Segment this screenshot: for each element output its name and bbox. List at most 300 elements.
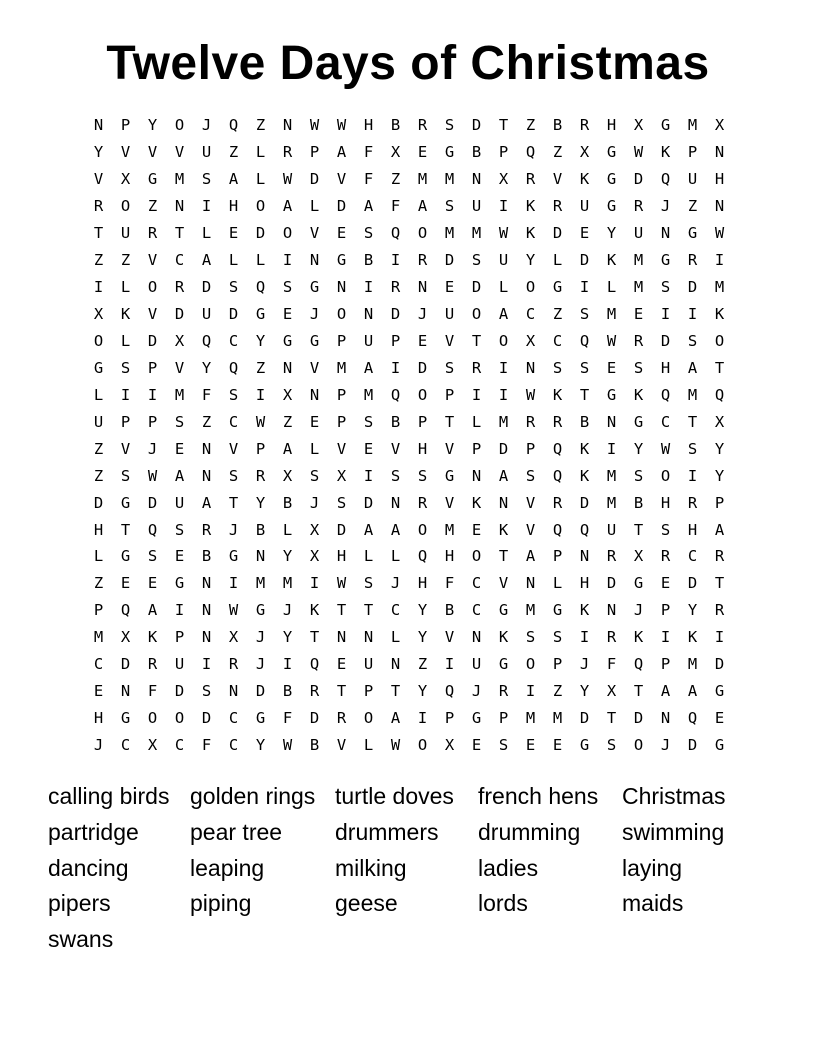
grid-cell: K	[660, 143, 671, 162]
grid-cell: G	[120, 709, 131, 728]
grid-cell: D	[201, 709, 212, 728]
grid-cell: N	[363, 305, 374, 324]
grid-cell: V	[147, 143, 158, 162]
grid-cell: V	[552, 170, 563, 189]
grid-cell: S	[120, 466, 131, 485]
grid-cell: Q	[255, 278, 266, 297]
grid-cell: O	[336, 305, 347, 324]
grid-cell: D	[390, 305, 401, 324]
grid-cell: V	[336, 736, 347, 755]
grid-cell: N	[579, 547, 590, 566]
grid-cell: N	[525, 358, 536, 377]
grid-cell: E	[579, 224, 590, 243]
grid-cell: R	[525, 170, 536, 189]
grid-cell: E	[282, 305, 293, 324]
word-list-item: swimming	[622, 818, 725, 845]
grid-cell: R	[552, 197, 563, 216]
grid-row	[85, 166, 733, 193]
grid-cell: D	[579, 709, 590, 728]
grid-cell: S	[147, 547, 158, 566]
grid-cell: C	[471, 574, 482, 593]
grid-cell: D	[309, 170, 320, 189]
grid-cell: W	[282, 736, 293, 755]
grid-cell: M	[336, 358, 347, 377]
grid-cell: M	[444, 224, 455, 243]
grid-cell: C	[228, 736, 239, 755]
grid-cell: X	[525, 331, 536, 350]
grid-cell: A	[498, 305, 509, 324]
grid-cell: E	[444, 278, 455, 297]
grid-cell: M	[525, 709, 536, 728]
grid-cell: F	[606, 655, 617, 674]
grid-cell: X	[714, 412, 725, 431]
grid-cell: D	[174, 305, 185, 324]
grid-cell: N	[390, 493, 401, 512]
grid-cell: D	[93, 493, 104, 512]
grid-cell: I	[93, 278, 104, 297]
grid-cell: O	[633, 736, 644, 755]
grid-cell: H	[606, 116, 617, 135]
grid-cell: M	[444, 170, 455, 189]
grid-cell: E	[417, 143, 428, 162]
grid-cell: E	[309, 412, 320, 431]
grid-cell: S	[417, 466, 428, 485]
grid-cell: I	[525, 682, 536, 701]
grid-cell: L	[606, 278, 617, 297]
grid-cell: Q	[579, 331, 590, 350]
grid-cell: F	[282, 709, 293, 728]
grid-cell: E	[228, 224, 239, 243]
grid-cell: M	[687, 116, 698, 135]
grid-cell: O	[417, 736, 428, 755]
grid-cell: Q	[552, 439, 563, 458]
grid-cell: D	[147, 493, 158, 512]
grid-cell: D	[687, 574, 698, 593]
grid-row	[85, 651, 733, 678]
grid-cell: S	[282, 278, 293, 297]
grid-cell: D	[174, 682, 185, 701]
grid-cell: K	[633, 385, 644, 404]
grid-cell: R	[498, 682, 509, 701]
grid-cell: S	[444, 358, 455, 377]
grid-cell: X	[174, 331, 185, 350]
grid-cell: G	[552, 601, 563, 620]
grid-cell: O	[417, 385, 428, 404]
grid-cell: Y	[282, 547, 293, 566]
grid-cell: M	[363, 385, 374, 404]
grid-cell: S	[633, 358, 644, 377]
grid-cell: Y	[606, 224, 617, 243]
grid-cell: N	[228, 682, 239, 701]
grid-cell: P	[687, 143, 698, 162]
grid-cell: V	[525, 520, 536, 539]
grid-cell: V	[444, 331, 455, 350]
grid-cell: A	[201, 493, 212, 512]
grid-cell: Q	[660, 385, 671, 404]
grid-cell: X	[390, 143, 401, 162]
grid-cell: T	[714, 574, 725, 593]
grid-cell: S	[363, 224, 374, 243]
grid-cell: I	[498, 197, 509, 216]
grid-row	[85, 678, 733, 705]
word-search-grid	[85, 112, 733, 759]
grid-cell: L	[93, 385, 104, 404]
grid-cell: W	[336, 574, 347, 593]
grid-cell: D	[309, 709, 320, 728]
grid-cell: B	[471, 143, 482, 162]
grid-cell: S	[498, 736, 509, 755]
grid-cell: D	[579, 493, 590, 512]
grid-cell: W	[660, 439, 671, 458]
grid-cell: I	[255, 385, 266, 404]
grid-cell: O	[525, 278, 536, 297]
grid-cell: Q	[525, 143, 536, 162]
grid-cell: X	[309, 520, 320, 539]
grid-cell: D	[363, 493, 374, 512]
grid-cell: Z	[282, 412, 293, 431]
grid-cell: G	[255, 305, 266, 324]
grid-cell: S	[444, 116, 455, 135]
word-list-item: drummers	[335, 818, 439, 845]
grid-cell: A	[660, 682, 671, 701]
grid-cell: M	[417, 170, 428, 189]
word-list-item: swans	[48, 926, 114, 953]
grid-cell: D	[633, 170, 644, 189]
word-list-item: geese	[335, 890, 398, 917]
grid-cell: F	[363, 143, 374, 162]
grid-cell: V	[444, 628, 455, 647]
grid-cell: Q	[714, 385, 725, 404]
grid-cell: Q	[660, 170, 671, 189]
grid-cell: N	[606, 601, 617, 620]
grid-cell: U	[201, 143, 212, 162]
grid-cell: K	[309, 601, 320, 620]
grid-cell: H	[687, 520, 698, 539]
grid-row	[85, 462, 733, 489]
grid-cell: R	[228, 655, 239, 674]
grid-cell: V	[444, 493, 455, 512]
grid-cell: D	[579, 251, 590, 270]
grid-cell: Z	[93, 439, 104, 458]
word-list-item: pipers	[48, 890, 111, 917]
grid-cell: I	[714, 251, 725, 270]
grid-cell: M	[93, 628, 104, 647]
grid-cell: G	[309, 331, 320, 350]
grid-cell: P	[93, 601, 104, 620]
grid-cell: N	[363, 628, 374, 647]
grid-cell: W	[390, 736, 401, 755]
word-list-item: pear tree	[190, 818, 283, 845]
grid-cell: I	[606, 439, 617, 458]
grid-cell: F	[390, 197, 401, 216]
grid-cell: D	[633, 709, 644, 728]
grid-cell: O	[282, 224, 293, 243]
grid-cell: V	[93, 170, 104, 189]
grid-cell: O	[174, 709, 185, 728]
grid-row	[85, 328, 733, 355]
grid-cell: S	[579, 305, 590, 324]
grid-cell: L	[120, 331, 131, 350]
grid-cell: W	[309, 116, 320, 135]
grid-cell: W	[606, 331, 617, 350]
grid-cell: A	[363, 197, 374, 216]
grid-cell: L	[552, 251, 563, 270]
grid-cell: G	[660, 116, 671, 135]
grid-cell: I	[498, 358, 509, 377]
grid-cell: Q	[147, 520, 158, 539]
grid-cell: C	[228, 331, 239, 350]
grid-cell: P	[120, 412, 131, 431]
grid-cell: E	[417, 331, 428, 350]
grid-cell: S	[201, 682, 212, 701]
grid-cell: S	[471, 251, 482, 270]
grid-cell: E	[606, 358, 617, 377]
grid-cell: L	[390, 628, 401, 647]
grid-cell: E	[471, 736, 482, 755]
grid-cell: Z	[525, 116, 536, 135]
grid-cell: J	[228, 520, 239, 539]
grid-cell: X	[93, 305, 104, 324]
grid-cell: Q	[201, 331, 212, 350]
grid-cell: O	[93, 331, 104, 350]
grid-cell: I	[390, 251, 401, 270]
grid-cell: N	[660, 224, 671, 243]
grid-cell: S	[228, 278, 239, 297]
grid-cell: N	[309, 251, 320, 270]
grid-cell: I	[120, 385, 131, 404]
grid-cell: D	[498, 439, 509, 458]
grid-cell: Y	[687, 601, 698, 620]
grid-cell: H	[444, 547, 455, 566]
grid-cell: M	[633, 251, 644, 270]
word-list-item: leaping	[190, 854, 265, 881]
grid-cell: F	[363, 170, 374, 189]
grid-cell: G	[471, 709, 482, 728]
grid-cell: C	[228, 709, 239, 728]
grid-cell: T	[714, 358, 725, 377]
grid-cell: C	[228, 412, 239, 431]
grid-cell: S	[228, 466, 239, 485]
grid-cell: Z	[552, 143, 563, 162]
grid-cell: G	[606, 170, 617, 189]
grid-cell: I	[309, 574, 320, 593]
grid-cell: B	[633, 493, 644, 512]
grid-cell: M	[255, 574, 266, 593]
grid-cell: E	[660, 574, 671, 593]
grid-row	[85, 624, 733, 651]
grid-cell: L	[93, 547, 104, 566]
grid-row	[85, 570, 733, 597]
grid-cell: M	[633, 278, 644, 297]
grid-cell: Y	[255, 331, 266, 350]
grid-cell: K	[147, 628, 158, 647]
grid-cell: S	[120, 358, 131, 377]
grid-cell: A	[228, 170, 239, 189]
grid-cell: T	[390, 682, 401, 701]
grid-cell: C	[174, 736, 185, 755]
grid-cell: S	[660, 520, 671, 539]
grid-cell: G	[498, 655, 509, 674]
grid-cell: H	[579, 574, 590, 593]
grid-cell: E	[93, 682, 104, 701]
grid-cell: K	[687, 628, 698, 647]
grid-row	[85, 435, 733, 462]
grid-cell: J	[633, 601, 644, 620]
word-list-item: turtle doves	[335, 783, 454, 809]
grid-cell: K	[498, 628, 509, 647]
grid-cell: V	[498, 574, 509, 593]
grid-cell: B	[579, 412, 590, 431]
grid-cell: C	[93, 655, 104, 674]
grid-cell: P	[444, 709, 455, 728]
grid-cell: A	[282, 439, 293, 458]
word-list-item: calling birds	[48, 783, 170, 809]
grid-cell: A	[201, 251, 212, 270]
grid-cell: P	[336, 331, 347, 350]
grid-cell: S	[363, 412, 374, 431]
grid-row	[85, 381, 733, 408]
grid-cell: G	[444, 143, 455, 162]
grid-cell: M	[687, 385, 698, 404]
grid-cell: T	[633, 520, 644, 539]
grid-cell: N	[282, 358, 293, 377]
grid-cell: X	[444, 736, 455, 755]
grid-row	[85, 112, 733, 139]
grid-cell: Q	[309, 655, 320, 674]
grid-cell: I	[363, 466, 374, 485]
grid-cell: W	[525, 385, 536, 404]
grid-cell: D	[255, 224, 266, 243]
grid-cell: M	[714, 278, 725, 297]
grid-cell: S	[201, 170, 212, 189]
grid-row	[85, 408, 733, 435]
grid-cell: N	[282, 116, 293, 135]
grid-cell: K	[579, 601, 590, 620]
grid-cell: Q	[633, 655, 644, 674]
grid-cell: S	[228, 385, 239, 404]
grid-row	[85, 247, 733, 274]
grid-cell: R	[336, 709, 347, 728]
grid-cell: T	[498, 547, 509, 566]
grid-cell: X	[147, 736, 158, 755]
grid-cell: G	[228, 547, 239, 566]
grid-cell: D	[255, 682, 266, 701]
grid-cell: H	[363, 116, 374, 135]
grid-cell: F	[444, 574, 455, 593]
grid-cell: P	[336, 385, 347, 404]
grid-cell: R	[714, 547, 725, 566]
grid-cell: M	[606, 466, 617, 485]
grid-cell: T	[309, 628, 320, 647]
grid-cell: Q	[552, 466, 563, 485]
grid-cell: Z	[390, 170, 401, 189]
grid-cell: P	[660, 655, 671, 674]
grid-cell: I	[444, 655, 455, 674]
grid-cell: P	[174, 628, 185, 647]
grid-cell: A	[147, 601, 158, 620]
grid-cell: U	[201, 305, 212, 324]
grid-cell: Z	[255, 358, 266, 377]
grid-cell: E	[471, 520, 482, 539]
grid-cell: Q	[687, 709, 698, 728]
word-list-item: maids	[622, 890, 684, 917]
grid-cell: U	[363, 331, 374, 350]
grid-cell: P	[309, 143, 320, 162]
grid-cell: D	[228, 305, 239, 324]
grid-cell: C	[687, 547, 698, 566]
grid-cell: T	[606, 709, 617, 728]
grid-cell: T	[228, 493, 239, 512]
word-list-item: dancing	[48, 854, 129, 881]
word-list-item: ladies	[478, 854, 539, 881]
word-list-item: drumming	[478, 818, 581, 845]
grid-cell: I	[579, 628, 590, 647]
grid-cell: P	[552, 547, 563, 566]
grid-cell: G	[660, 251, 671, 270]
grid-cell: L	[390, 547, 401, 566]
grid-cell: T	[174, 224, 185, 243]
grid-cell: O	[660, 466, 671, 485]
grid-cell: S	[552, 628, 563, 647]
grid-cell: E	[174, 547, 185, 566]
grid-cell: G	[120, 493, 131, 512]
grid-cell: L	[120, 278, 131, 297]
grid-cell: A	[336, 143, 347, 162]
grid-cell: N	[606, 412, 617, 431]
grid-cell: S	[336, 493, 347, 512]
grid-cell: V	[147, 251, 158, 270]
grid-cell: J	[147, 439, 158, 458]
grid-cell: L	[228, 251, 239, 270]
grid-cell: K	[471, 493, 482, 512]
grid-cell: O	[471, 305, 482, 324]
grid-cell: W	[255, 412, 266, 431]
grid-cell: R	[282, 143, 293, 162]
grid-cell: W	[633, 143, 644, 162]
grid-cell: G	[174, 574, 185, 593]
grid-row	[85, 489, 733, 516]
grid-cell: W	[147, 466, 158, 485]
grid-cell: K	[525, 197, 536, 216]
grid-cell: E	[633, 305, 644, 324]
grid-cell: Y	[579, 682, 590, 701]
grid-cell: J	[309, 493, 320, 512]
grid-cell: A	[282, 197, 293, 216]
grid-cell: J	[255, 628, 266, 647]
grid-cell: C	[390, 601, 401, 620]
grid-cell: D	[714, 655, 725, 674]
grid-cell: S	[552, 358, 563, 377]
grid-cell: Q	[120, 601, 131, 620]
grid-cell: P	[471, 439, 482, 458]
grid-cell: C	[174, 251, 185, 270]
grid-cell: O	[525, 655, 536, 674]
grid-cell: A	[174, 466, 185, 485]
grid-cell: Y	[417, 682, 428, 701]
grid-cell: G	[498, 601, 509, 620]
grid-cell: X	[309, 547, 320, 566]
grid-cell: M	[471, 224, 482, 243]
grid-cell: U	[606, 520, 617, 539]
grid-cell: T	[444, 412, 455, 431]
grid-cell: M	[606, 305, 617, 324]
grid-cell: N	[498, 493, 509, 512]
grid-cell: L	[309, 197, 320, 216]
grid-cell: U	[444, 305, 455, 324]
grid-cell: P	[255, 439, 266, 458]
grid-cell: N	[93, 116, 104, 135]
word-list-item: golden rings	[190, 783, 316, 809]
